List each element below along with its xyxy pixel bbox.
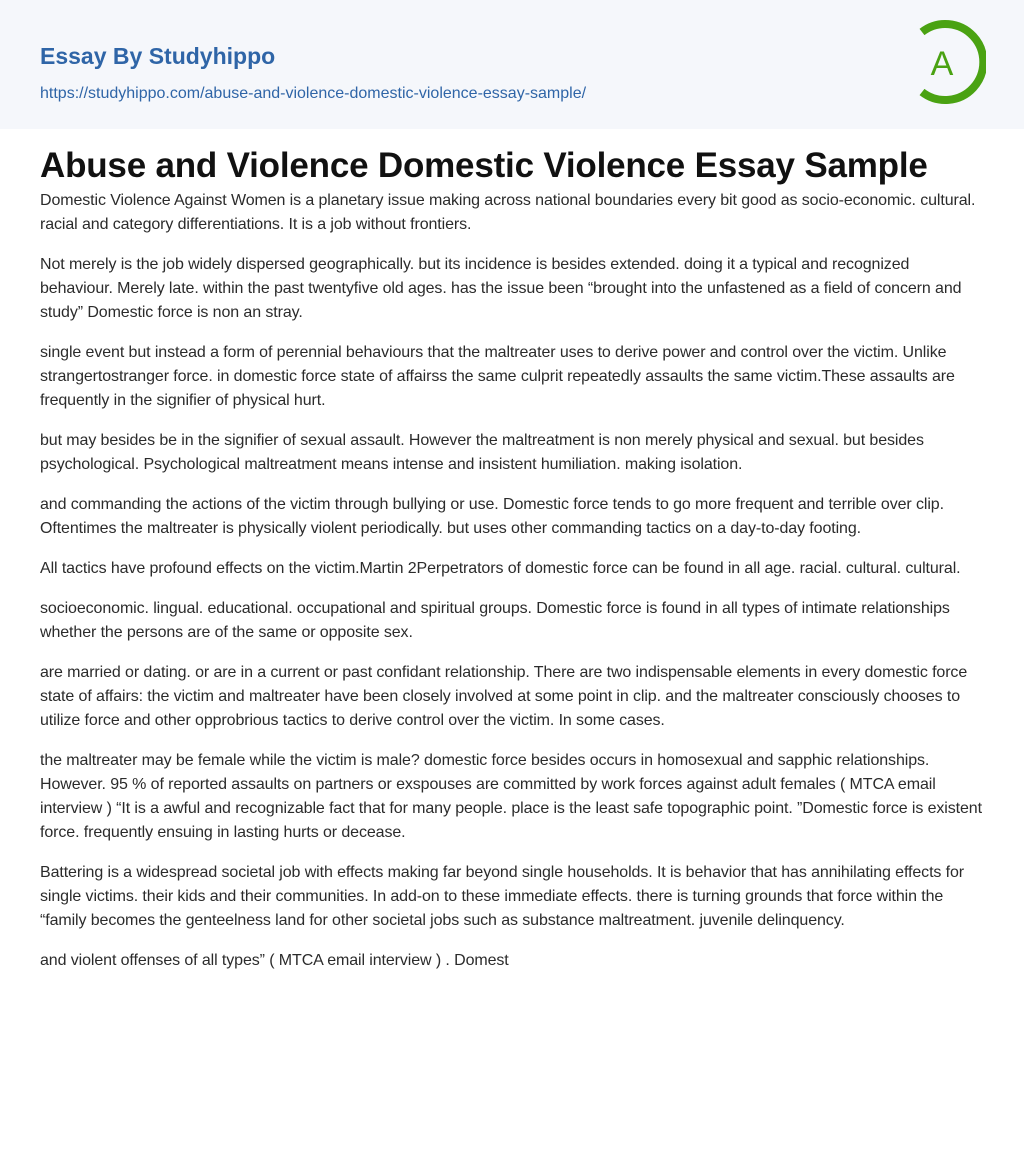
essay-paragraph: socioeconomic. lingual. educational. occupational and spiritual groups. Domestic force is found in all types of intimate relationships whether the persons are of the same or opposite sex. [40,600,950,641]
page-header [0,0,1024,129]
essay-paragraph: are married or dating. or are in a current or past confidant relationship. There are two indispensable elements in every domestic force state of affairs: the victim and maltreater have been closely involved at some point in clip. and the maltreater consciously chooses to utilize force and other opprobrious tactics to derive control over the victim. In some cases. [40,664,968,729]
essay-body [40,189,984,973]
essay-paragraph: but may besides be in the signifier of sexual assault. However the maltreatment is non merely physical and sexual. but besides psychological. Psychological maltreatment means intense and insistent humiliation. making isolation. [40,432,924,473]
essay-paragraph: Not merely is the job widely dispersed geographically. but its incidence is besides extended. doing it a typical and recognized behaviour. Merely late. within the past twentyfive old ages. has the issue been “brought into the unfastened as a field of concern and study” Domestic force is non an stray. [40,256,962,321]
essay-paragraph: the maltreater may be female while the victim is male? domestic force besides occurs in homosexual and sapphic relationships. However. 95 % of reported assaults on partners or exspouses are committed by work forces against adult females ( MTCA email interview ) “It is a awful and recognizable fact that for many people. place is the least safe topographic point. ”Domestic force is existent force. frequently ensuing in lasting hurts or decease. [40,752,982,841]
essay-title: Abuse and Violence Domestic Violence Essay Sample [40,146,928,185]
essay-paragraph: and violent offenses of all types” ( MTCA email interview ) . Domest [40,952,509,969]
essay-paragraph: All tactics have profound effects on the victim.Martin 2Perpetrators of domestic force can be found in all age. racial. cultural. cultural. [40,560,961,577]
logo-letter: A [930,45,954,83]
studyhippo-logo-icon [914,18,986,106]
site-title: Essay By Studyhippo [40,43,276,69]
essay-paragraph: single event but instead a form of perennial behaviours that the maltreater uses to derive power and control over the victim. Unlike strangertostranger force. in domestic force state of affairss the same culprit repeatedly assaults the same victim.These assaults are frequently in the signifier of physical hurt. [40,344,955,409]
essay-content [0,129,1024,1029]
essay-paragraph: and commanding the actions of the victim through bullying or use. Domestic force tends to go more frequent and terrible over clip. Oftentimes the maltreater is physically violent periodically. but uses other commanding tactics on a day-to-day footing. [40,496,944,537]
source-url-link[interactable]: https://studyhippo.com/abuse-and-violence-domestic-violence-essay-sample/ [40,85,587,102]
essay-paragraph: Domestic Violence Against Women is a planetary issue making across national boundaries every bit good as socio-economic. cultural. racial and category differentiations. It is a job without frontiers. [40,192,976,233]
essay-paragraph: Battering is a widespread societal job with effects making far beyond single households. It is behavior that has annihilating effects for single victims. their kids and their communities. In add-on to these immediate effects. there is turning grounds that force within the “family becomes the genteelness land for other societal jobs such as substance maltreatment. juvenile delinquency. [40,864,965,929]
